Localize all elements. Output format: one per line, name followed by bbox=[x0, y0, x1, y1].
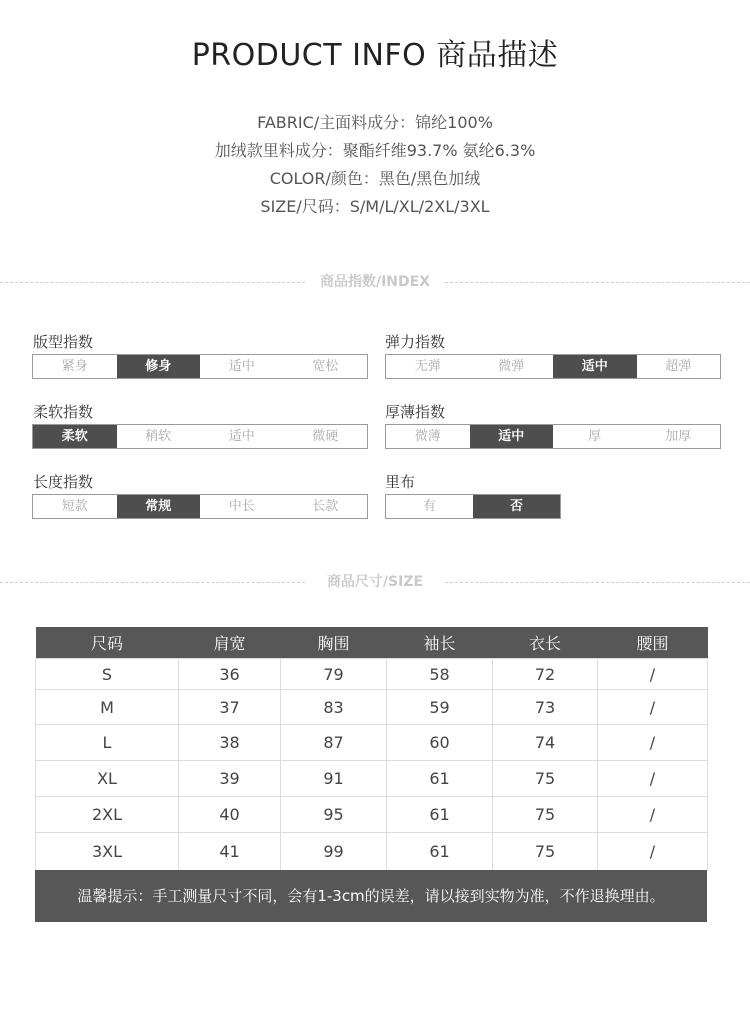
index-label-fit: 版型指数 bbox=[33, 333, 94, 351]
index-option: 适中 bbox=[228, 359, 255, 374]
table-cell: 74 bbox=[493, 725, 598, 761]
table-cell: 39 bbox=[179, 761, 281, 797]
size-section-label: 商品尺寸/SIZE bbox=[326, 574, 424, 590]
table-row bbox=[36, 797, 708, 833]
index-bar-elasticity bbox=[385, 354, 721, 379]
index-option: 适中 bbox=[553, 355, 637, 378]
table-cell: 87 bbox=[281, 725, 387, 761]
size-divider bbox=[0, 572, 750, 592]
table-cell: 59 bbox=[387, 690, 493, 725]
index-option: 否 bbox=[473, 495, 560, 518]
index-option: 无弹 bbox=[414, 359, 441, 374]
table-cell: 3XL bbox=[36, 833, 179, 871]
index-label-lining: 里布 bbox=[385, 473, 416, 491]
page-title: PRODUCT INFO 商品描述 bbox=[191, 38, 559, 73]
index-option: 修身 bbox=[117, 355, 201, 378]
table-cell: 40 bbox=[179, 797, 281, 833]
index-option: 长款 bbox=[312, 499, 339, 514]
spec-color: COLOR/颜色：黑色/黑色加绒 bbox=[269, 169, 481, 188]
table-cell: 75 bbox=[493, 833, 598, 871]
index-option: 适中 bbox=[228, 429, 255, 444]
table-cell: 75 bbox=[493, 797, 598, 833]
index-label-thickness: 厚薄指数 bbox=[385, 403, 446, 421]
table-cell: 79 bbox=[281, 659, 387, 690]
size-table bbox=[35, 627, 708, 871]
table-cell: 75 bbox=[493, 761, 598, 797]
table-row bbox=[36, 725, 708, 761]
index-option: 宽松 bbox=[312, 359, 339, 374]
spec-lining: 加绒款里料成分：聚酯纤维93.7% 氨纶6.3% bbox=[214, 141, 536, 160]
index-option: 短款 bbox=[61, 499, 88, 514]
index-label-elasticity: 弹力指数 bbox=[385, 333, 446, 351]
index-bar-thickness bbox=[385, 424, 721, 449]
table-cell: 61 bbox=[387, 797, 493, 833]
table-cell: 38 bbox=[179, 725, 281, 761]
table-cell: 60 bbox=[387, 725, 493, 761]
table-cell: 72 bbox=[493, 659, 598, 690]
index-bar-length bbox=[32, 494, 368, 519]
header-chest: 胸围 bbox=[281, 627, 387, 659]
table-row bbox=[36, 761, 708, 797]
table-cell: 37 bbox=[179, 690, 281, 725]
index-option: 柔软 bbox=[33, 425, 117, 448]
table-cell: 61 bbox=[387, 761, 493, 797]
measurement-note: 温馨提示：手工测量尺寸不同，会有1-3cm的误差，请以接到实物为准，不作退换理由。 bbox=[35, 870, 707, 922]
index-option: 微薄 bbox=[414, 429, 441, 444]
index-divider bbox=[0, 272, 750, 292]
index-option: 中长 bbox=[228, 499, 255, 514]
table-cell: S bbox=[36, 659, 179, 690]
index-option: 超弹 bbox=[665, 359, 692, 374]
index-label-length: 长度指数 bbox=[33, 473, 94, 491]
table-cell: 83 bbox=[281, 690, 387, 725]
index-option: 微弹 bbox=[498, 359, 525, 374]
header-sleeve: 袖长 bbox=[387, 627, 493, 659]
index-option: 紧身 bbox=[61, 359, 88, 374]
table-row bbox=[36, 833, 708, 871]
table-cell: 41 bbox=[179, 833, 281, 871]
header-length: 衣长 bbox=[493, 627, 598, 659]
table-cell: 91 bbox=[281, 761, 387, 797]
index-bar-softness bbox=[32, 424, 368, 449]
table-cell: / bbox=[598, 761, 708, 797]
index-option: 有 bbox=[422, 499, 436, 514]
table-cell: / bbox=[598, 690, 708, 725]
index-bar-fit bbox=[32, 354, 368, 379]
table-cell: 73 bbox=[493, 690, 598, 725]
index-option: 常规 bbox=[117, 495, 201, 518]
spec-fabric: FABRIC/主面料成分：锦纶100% bbox=[257, 113, 493, 132]
table-row bbox=[36, 659, 708, 690]
table-cell: / bbox=[598, 797, 708, 833]
index-option: 微硬 bbox=[312, 429, 339, 444]
table-cell: M bbox=[36, 690, 179, 725]
table-cell: 58 bbox=[387, 659, 493, 690]
table-cell: / bbox=[598, 725, 708, 761]
table-row bbox=[36, 690, 708, 725]
size-table-header bbox=[36, 627, 708, 659]
index-option: 加厚 bbox=[665, 429, 692, 444]
table-cell: 2XL bbox=[36, 797, 179, 833]
index-bar-lining bbox=[385, 494, 561, 519]
table-cell: 95 bbox=[281, 797, 387, 833]
header-shoulder: 肩宽 bbox=[179, 627, 281, 659]
header-size: 尺码 bbox=[36, 627, 179, 659]
table-cell: 99 bbox=[281, 833, 387, 871]
table-cell: XL bbox=[36, 761, 179, 797]
header-waist: 腰围 bbox=[598, 627, 708, 659]
table-cell: / bbox=[598, 833, 708, 871]
index-label-softness: 柔软指数 bbox=[33, 403, 94, 421]
index-option: 稍软 bbox=[145, 429, 172, 444]
index-section-label: 商品指数/INDEX bbox=[319, 274, 431, 290]
table-cell: 36 bbox=[179, 659, 281, 690]
table-cell: / bbox=[598, 659, 708, 690]
table-cell: L bbox=[36, 725, 179, 761]
table-cell: 61 bbox=[387, 833, 493, 871]
index-option: 厚 bbox=[588, 429, 602, 444]
spec-size: SIZE/尺码：S/M/L/XL/2XL/3XL bbox=[260, 197, 490, 216]
index-option: 适中 bbox=[470, 425, 554, 448]
